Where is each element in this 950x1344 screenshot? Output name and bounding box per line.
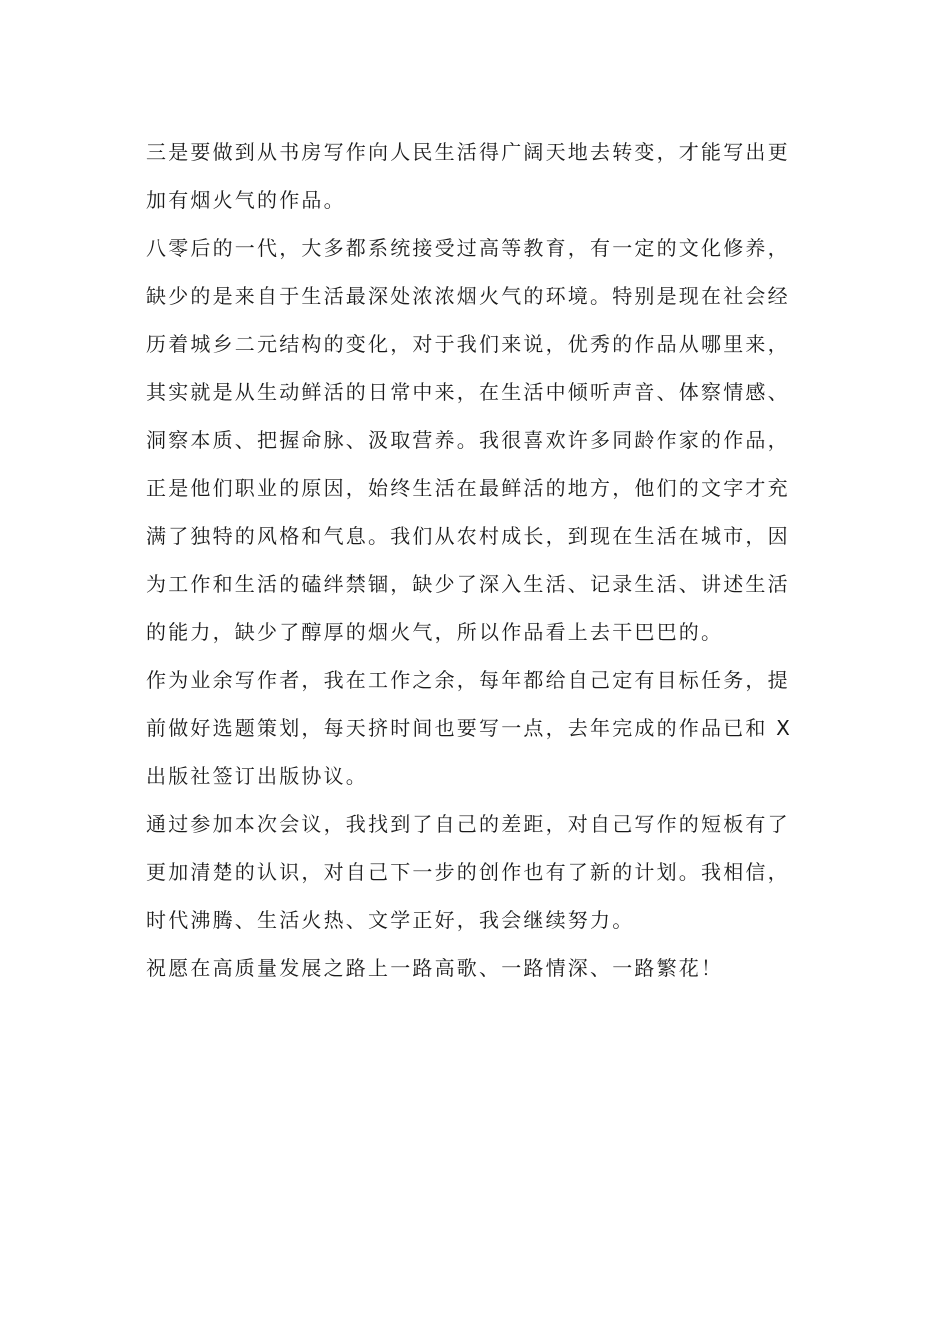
text-line: 通过参加本次会议，我找到了自己的差距，对自己写作的短板有了: [146, 812, 790, 836]
document-body: [146, 134, 810, 998]
text-line: 时代沸腾、生活火热、文学正好，我会继续努力。: [146, 908, 635, 932]
text-line: 历着城乡二元结构的变化，对于我们来说，优秀的作品从哪里来，: [146, 332, 790, 356]
text-line: 缺少的是来自于生活最深处浓浓烟火气的环境。特别是现在社会经: [146, 284, 790, 308]
paragraph-3: [146, 662, 810, 794]
text-line: 祝愿在高质量发展之路上一路高歌、一路情深、一路繁花！: [146, 956, 724, 980]
text-line: 的能力，缺少了醇厚的烟火气，所以作品看上去干巴巴的。: [146, 620, 724, 644]
text-line: 加有烟火气的作品。: [146, 188, 346, 212]
text-line: 作为业余写作者，我在工作之余，每年都给自己定有目标任务，提: [146, 668, 790, 692]
text-line: 正是他们职业的原因，始终生活在最鲜活的地方，他们的文字才充: [146, 476, 790, 500]
paragraph-1: [146, 134, 810, 218]
text-line: 满了独特的风格和气息。我们从农村成长，到现在生活在城市，因: [146, 524, 790, 548]
paragraph-4: [146, 806, 810, 938]
text-line: 前做好选题策划，每天挤时间也要写一点，去年完成的作品已和 X: [146, 716, 793, 740]
text-line: 八零后的一代，大多都系统接受过高等教育，有一定的文化修养，: [146, 236, 790, 260]
text-line: 洞察本质、把握命脉、汲取营养。我很喜欢许多同龄作家的作品，: [146, 428, 790, 452]
paragraph-5: [146, 950, 810, 986]
paragraph-2: [146, 230, 810, 650]
text-line: 其实就是从生动鲜活的日常中来，在生活中倾听声音、体察情感、: [146, 380, 790, 404]
text-line: 为工作和生活的磕绊禁锢，缺少了深入生活、记录生活、讲述生活: [146, 572, 790, 596]
text-line: 出版社签订出版协议。: [146, 764, 368, 788]
text-line: 三是要做到从书房写作向人民生活得广阔天地去转变，才能写出更: [146, 140, 790, 164]
text-line: 更加清楚的认识，对自己下一步的创作也有了新的计划。我相信，: [146, 860, 790, 884]
